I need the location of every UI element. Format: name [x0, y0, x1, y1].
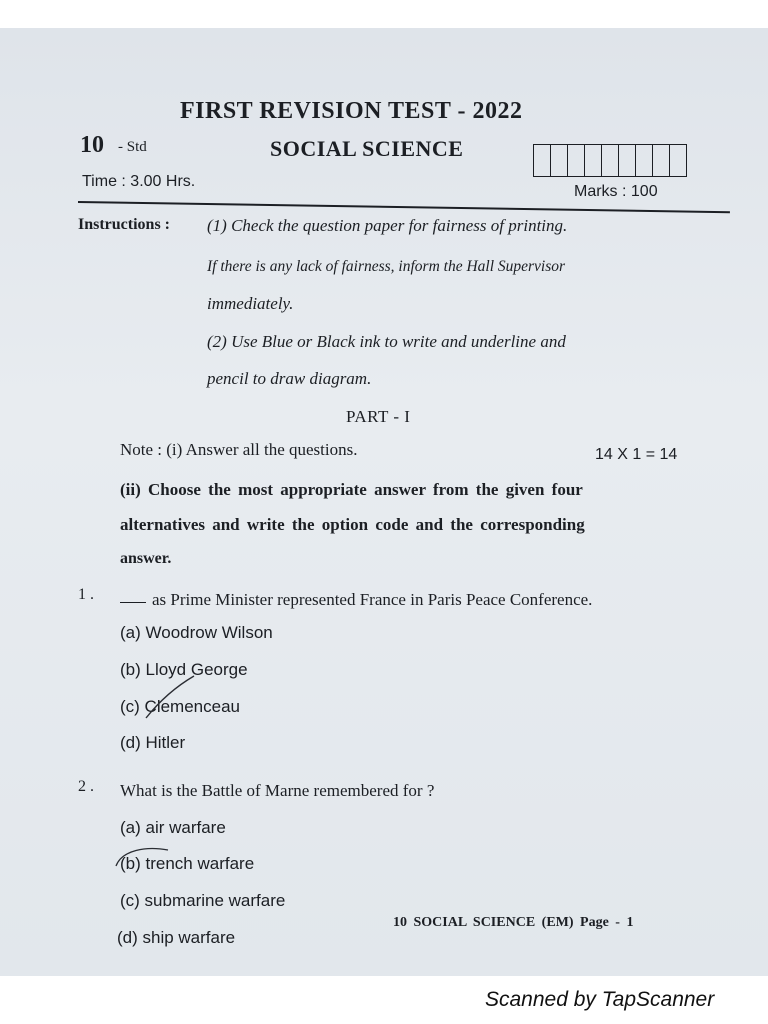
scanner-watermark: Scanned by TapScanner: [485, 988, 715, 1011]
note-line: (ii) Choose the most appropriate answer from the given four: [120, 480, 583, 499]
note-line: alternatives and write the option code and the corresponding: [120, 515, 585, 534]
note-line: Note : (i) Answer all the questions.: [120, 440, 358, 459]
pencil-arc-mark: [112, 844, 172, 874]
std-number: 10: [80, 132, 104, 158]
exam-paper: [0, 28, 768, 976]
answer-blank: [120, 602, 146, 603]
instruction-line: immediately.: [207, 294, 294, 313]
pencil-tick-mark: [140, 668, 200, 728]
option-item: (a) air warfare: [120, 818, 226, 837]
exam-title: FIRST REVISION TEST - 2022: [180, 98, 523, 124]
instruction-line: (2) Use Blue or Black ink to write and underline and: [207, 332, 566, 351]
option-item: (d) Hitler: [120, 733, 186, 752]
part-title: PART - I: [346, 407, 411, 426]
option-item: (a) Woodrow Wilson: [120, 623, 273, 642]
total-marks: Marks : 100: [574, 183, 658, 200]
option-item: (b) Lloyd George: [120, 660, 248, 679]
question-text: as Prime Minister represented France in Paris Peace Conference.: [120, 590, 592, 610]
instruction-line: pencil to draw diagram.: [207, 369, 372, 388]
note-line: answer.: [120, 550, 172, 567]
option-item: (c) Clemenceau: [120, 697, 240, 716]
question-number: 2 .: [78, 778, 94, 795]
part-score: 14 X 1 = 14: [595, 446, 678, 463]
instructions-label: Instructions :: [78, 216, 171, 233]
instruction-line: If there is any lack of fairness, inform the Hall Supervisor: [207, 258, 566, 275]
std-label: - Std: [118, 139, 147, 155]
question-number: 1 .: [78, 586, 94, 603]
instruction-line: (1) Check the question paper for fairness of printing.: [207, 216, 568, 235]
question-text: What is the Battle of Marne remembered for ?: [120, 781, 435, 800]
page-footer: 10 SOCIAL SCIENCE (EM) Page - 1: [393, 915, 634, 930]
time-allowed: Time : 3.00 Hrs.: [82, 173, 196, 190]
register-number-boxes: [533, 144, 687, 177]
option-item: (c) submarine warfare: [120, 891, 286, 910]
subject-title: SOCIAL SCIENCE: [270, 136, 464, 161]
option-item: (b) trench warfare: [120, 854, 255, 873]
option-item: (d) ship warfare: [117, 928, 236, 947]
header-divider: [78, 201, 730, 213]
